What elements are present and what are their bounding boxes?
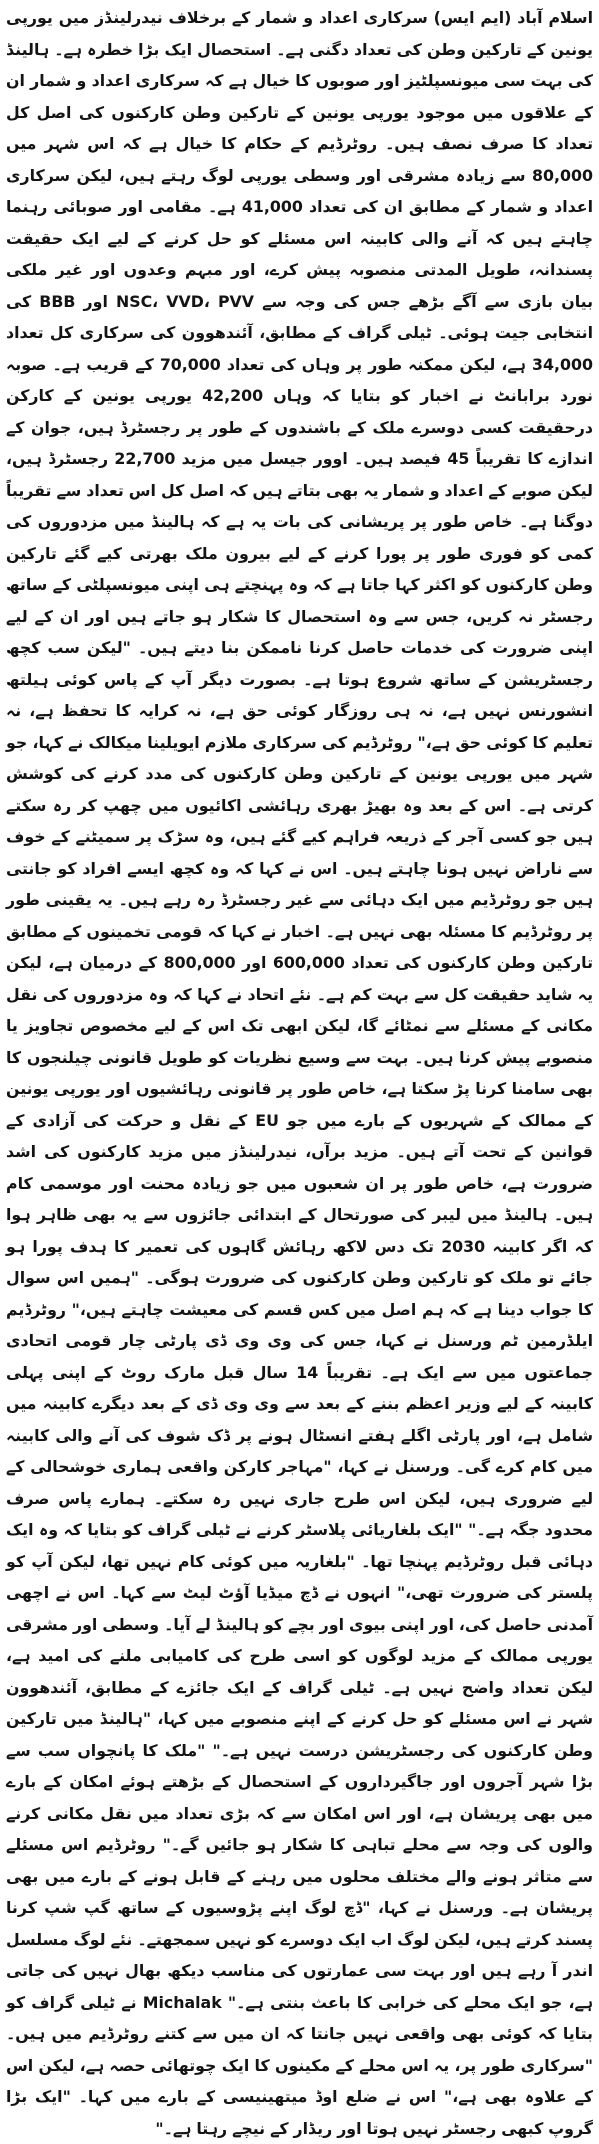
article-body: اسلام آباد (ایم ایس) سرکاری اعداد و شمار کے برخلاف نیدرلینڈز میں یورپی یونین کے تارکین وطن کی تعداد دگنی ہے۔ استحصال ایک بڑا خطرہ ہے۔ ہالینڈ کی بہت سی میونسپلٹیز اور صوبوں کا خیال ہے کہ سرکاری اعداد و شمار ان کے علاقوں میں موجود یورپی یونین کے تارکین وطن کارکنوں کی اصل کل تعداد کا صرف نصف ہیں۔ روٹرڈیم کے حکام کا خیال ہے کہ اس شہر میں 80,000 سے زیادہ مشرقی اور وسطی یورپی لوگ رہتے ہیں، لیکن سرکاری اعداد و شمار کے مطابق ان کی تعداد 41,000 ہے۔ مقامی اور صوبائی رہنما چاہتے ہیں کہ آنے والی کابینہ اس مسئلے کو حل کرنے کے لیے ایک حقیقت پسندانہ، طویل المدتی منصوبہ پیش کرے، اور مبہم وعدوں اور غیر ملکی بیان بازی سے آگے بڑھے جس کی وجہ سے NSC، VVD، PVV اور BBB کی انتخابی جیت ہوئی۔ ٹیلی گراف کے مطابق، آئندھوون کی سرکاری کل تعداد 34,000 ہے، لیکن ممکنہ طور پر وہاں کی تعداد 70,000 کے قریب ہے۔ صوبہ نورد برابانٹ نے اخبار کو بتایا کہ وہاں 42,200 یورپی یونین کے کارکن درحقیقت کسی دوسرے ملک کے باشندوں کے طور پر رجسٹرڈ ہیں، جوان کے اندازے کا تقریباً 45 فیصد ہیں۔ اوور جیسل میں مزید 22,700 رجسٹرڈ ہیں، لیکن صوبے کے اعداد و شمار یہ بھی بتاتے ہیں کہ اصل کل اس تعداد سے تقریباً دوگنا ہے۔ خاص طور پر پریشانی کی بات یہ ہے کہ ہالینڈ میں مزدوروں کی کمی کو فوری طور پر پورا کرنے کے لیے بیرون ملک بھرتی کیے گئے تارکین وطن کارکنوں کو اکثر کہا جاتا ہے کہ وہ پہنچتے ہی اپنی میونسپلٹی کے ساتھ رجسٹر نہ کریں، جس سے وہ استحصال کا شکار ہو جاتے ہیں اور ان کے لیے اپنی ضرورت کی خدمات حاصل کرنا ناممکن بنا دیتے ہیں۔ "لیکن سب کچھ رجسٹریشن کے ساتھ شروع ہوتا ہے۔ بصورت دیگر آپ کے پاس کوئی ہیلتھ انشورنس نہیں ہے، نہ ہی روزگار کوئی حق ہے، نہ کرایہ کا تحفظ ہے، نہ تعلیم کا کوئی حق ہے،" روٹرڈیم کی سرکاری ملازم ایویلینا میکالک نے کہا، جو شہر میں یورپی یونین کے تارکین وطن کارکنوں کی مدد کرنے کی کوشش کرتی ہے۔ اس کے بعد وہ بھیڑ بھری رہائشی اکائیوں میں چھپ کر رہ سکتے ہیں جو کسی آجر کے ذریعہ فراہم کیے گئے ہیں، وہ سڑک پر سمیٹنے کے خوف سے ناراض نہیں ہونا چاہتے ہیں۔ اس نے کہا کہ وہ کچھ ایسے افراد کو جانتی ہیں جو روٹرڈیم میں ایک دہائی سے غیر رجسٹرڈ رہ رہے ہیں۔ یہ یقینی طور پر روٹرڈیم کا مسئلہ بھی نہیں ہے۔ اخبار نے کہا کہ قومی تخمینوں کے مطابق تارکین وطن کارکنوں کی تعداد 600,000 اور 800,000 کے درمیان ہے، لیکن یہ شاید حقیقت کل سے بہت کم ہے۔ نئے اتحاد نے کہا کہ وہ مزدوروں کی نقل مکانی کے مسئلے سے نمٹائے گا، لیکن ابھی تک اس کے لیے مخصوص تجاویز یا منصوبے پیش کرنا ہیں۔ بہت سے وسیع نظریات کو طویل قانونی چیلنجوں کا بھی سامنا کرنا پڑ سکتا ہے، خاص طور پر قانونی رہائشیوں اور یورپی یونین کے ممالک کے شہریوں کے بارے میں جو EU کے نقل و حرکت کی آزادی کے قوانین کے تحت آتے ہیں۔ مزید برآں، نیدرلینڈز میں مزید کارکنوں کی اشد ضرورت ہے، خاص طور پر ان شعبوں میں جو زیادہ محنت اور موسمی کام ہیں۔ ہالینڈ میں لیبر کی صورتحال کے ابتدائی جائزوں سے یہ بھی ظاہر ہوا کہ اگر کابینہ 2030 تک دس لاکھ رہائش گاہوں کی تعمیر کا ہدف پورا ہو جائے تو ملک کو تارکین وطن کارکنوں کی ضرورت ہوگی۔ "ہمیں اس سوال کا جواب دینا ہے کہ ہم اصل میں کس قسم کی معیشت چاہتے ہیں،" روٹرڈیم ایلڈرمین ٹم ورسنل نے کہا، جس کی وی وی ڈی پارٹی چار قومی اتحادی جماعتوں میں سے ایک ہے۔ تقریباً 14 سال قبل مارک روٹ کے اپنی پہلی کابینہ کے لیے وزیر اعظم بننے کے بعد سے وی وی ڈی کے بعد دیگرے کابینہ میں شامل ہے، اور پارٹی اگلے ہفتے انسٹال ہونے پر ڈک شوف کی آنے والی کابینہ میں کام کرے گی۔ ورسنل نے کہا، "مہاجر کارکن واقعی ہماری خوشحالی کے لیے ضروری ہیں، لیکن اس طرح جاری نہیں رہ سکتے۔ ہمارے پاس صرف محدود جگہ ہے۔" "ایک بلغاریائی پلاسٹر کرنے نے ٹیلی گراف کو بتایا کہ وہ ایک دہائی قبل روٹرڈیم پہنچا تھا۔ "بلغاریہ میں کوئی کام نہیں تھا، لیکن آپ کو پلستر کی ضرورت تھی،" انہوں نے ڈچ میڈیا آؤٹ لیٹ سے کہا۔ اس نے اچھی آمدنی حاصل کی، اور اپنی بیوی اور بچے کو ہالینڈ لے آیا۔ وسطی اور مشرقی یورپی ممالک کے مزید لوگوں کو اسی طرح کی کامیابی ملنے کی امید ہے، لیکن تعداد واضح نہیں ہے۔ ٹیلی گراف کے ایک جائزے کے مطابق، آئندھوون شہر نے اس مسئلے کو حل کرنے کے اپنے منصوبے میں کہا، "ہالینڈ میں تارکین وطن کارکنوں کی رجسٹریشن درست نہیں ہے۔" "ملک کا پانچواں سب سے بڑا شہر آجروں اور جاگیرداروں کے استحصال کے بڑھتے ہوئے امکان کے بارے میں بھی پریشان ہے، اور اس امکان سے کہ بڑی تعداد میں نقل مکانی کرنے والوں کی وجہ سے محلے تباہی کا شکار ہو جائیں گے۔" روٹرڈیم اس مسئلے سے متاثر ہونے والے مختلف محلوں میں رہنے کے قابل ہونے کے بارے میں بھی پریشان ہے۔ ورسنل نے کہا، "ڈچ لوگ اپنے پڑوسیوں کے ساتھ گپ شپ کرنا پسند کرتے ہیں، لیکن لوگ اب ایک دوسرے کو نہیں سمجھتے۔ نئے لوگ مسلسل اندر آ رہے ہیں اور بہت سی عمارتوں کی مناسب دیکھ بھال نہیں کی جاتی ہے، جو ایک محلے کی خرابی کا باعث بنتی ہے۔" Michalak نے ٹیلی گراف کو بتایا کہ کوئی بھی واقعی نہیں جانتا کہ ان میں سے کتنے روٹرڈیم میں ہیں۔ "سرکاری طور پر، یہ اس محلے کے مکینوں کا ایک چوتھائی حصہ ہے، لیکن اس کے علاوہ بھی ہے،" اس نے ضلع اوڈ میتھینیسی کے بارے میں کہا۔ "ایک بڑا گروپ کبھی رجسٹر نہیں ہوتا اور ریڈار کے نیچے رہتا ہے۔": [6, 8, 594, 2138]
